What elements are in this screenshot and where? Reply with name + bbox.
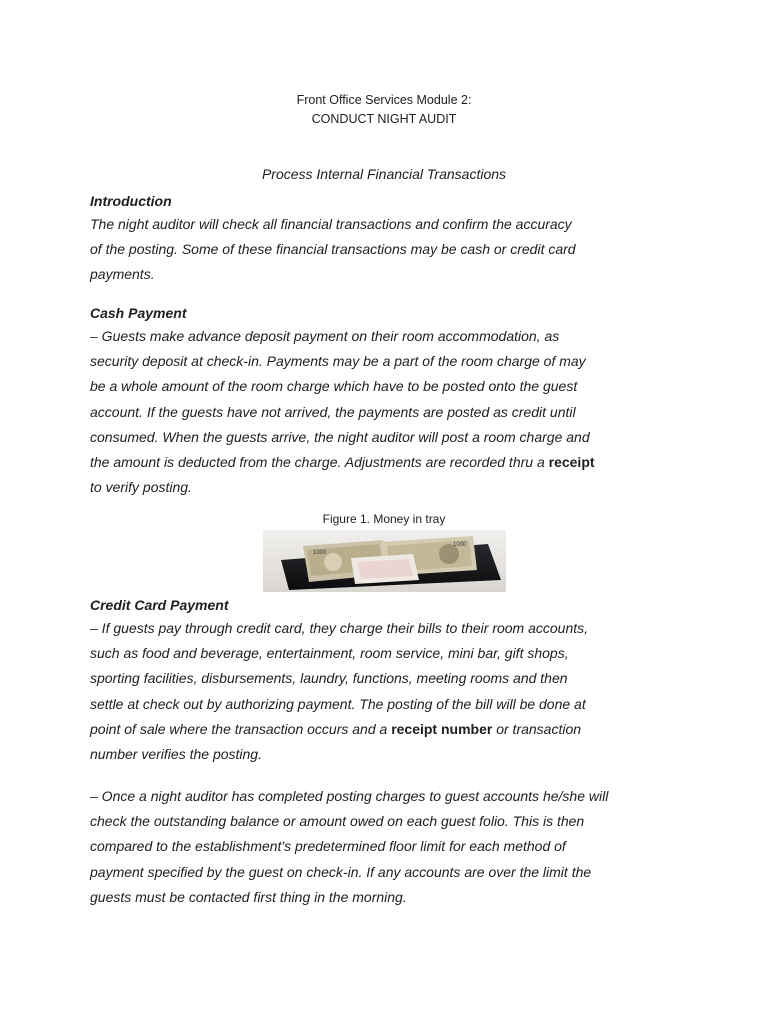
- text-line: to verify posting.: [90, 479, 192, 496]
- text-line: [90, 450, 690, 475]
- money-in-tray-image: [263, 530, 506, 592]
- text-line: [90, 717, 690, 742]
- introduction-heading: Introduction: [90, 193, 172, 209]
- text-line: payment specified by the guest on check-in. If any accounts are over the limit the: [90, 863, 592, 880]
- text-line: guests must be contacted first thing in the morning.: [90, 888, 407, 905]
- text-line: The night auditor will check all financial transactions and confirm the accuracy: [90, 216, 572, 232]
- receipt-term: receipt: [548, 453, 595, 470]
- text-line: number verifies the posting.: [90, 745, 262, 762]
- text-line: of the posting. Some of these financial transactions may be cash or credit card: [90, 241, 576, 258]
- text-line: check the outstanding balance or amount owed on each guest folio. This is then: [90, 813, 585, 830]
- text-line: settle at check out by authorizing payment. The posting of the bill will be done at: [90, 695, 586, 712]
- credit-card-payment-heading: Credit Card Payment: [90, 597, 229, 613]
- text-line: security deposit at check-in. Payments may be a part of the room charge of may: [90, 353, 586, 370]
- cash-payment-heading: Cash Payment: [90, 305, 187, 321]
- floor-limit-paragraph: [90, 784, 690, 910]
- text-run: the amount is deducted from the charge. Adjustments are recorded thru a: [90, 453, 549, 470]
- money-tray-illustration: [263, 530, 506, 592]
- credit-card-paragraph: [90, 616, 690, 767]
- module-subtitle: CONDUCT NIGHT AUDIT: [311, 112, 457, 126]
- cash-payment-section: [90, 302, 690, 500]
- text-run: point of sale where the transaction occurs and a: [90, 720, 392, 737]
- banknote-label-left: 1000: [313, 550, 327, 556]
- introduction-section: [90, 190, 690, 288]
- credit-card-payment-section: [90, 594, 690, 767]
- section-title: Process Internal Financial Transactions: [261, 166, 507, 182]
- text-line: – Once a night auditor has completed posting charges to guest accounts he/she will: [90, 788, 609, 804]
- banknote-label-right: 1000: [453, 542, 467, 548]
- text-line: compared to the establishment's predetermined floor limit for each method of: [90, 838, 566, 855]
- text-line: sporting facilities, disbursements, laundry, functions, meeting rooms and then: [90, 670, 568, 687]
- introduction-paragraph: [90, 212, 690, 288]
- text-line: such as food and beverage, entertainment, room service, mini bar, gift shops,: [90, 645, 569, 662]
- figure-caption: Figure 1. Money in tray: [322, 512, 446, 526]
- module-title: Front Office Services Module 2:: [296, 93, 472, 107]
- text-line: consumed. When the guests arrive, the night auditor will post a room charge and: [90, 428, 590, 445]
- text-line: – If guests pay through credit card, they charge their bills to their room accounts,: [90, 620, 589, 636]
- text-line: – Guests make advance deposit payment on their room accommodation, as: [90, 328, 560, 344]
- cash-payment-paragraph: [90, 324, 690, 500]
- text-line: be a whole amount of the room charge which have to be posted onto the guest: [90, 378, 578, 395]
- receipt-number-term: receipt number: [391, 720, 493, 737]
- text-line: account. If the guests have not arrived, the payments are posted as credit until: [90, 403, 576, 420]
- text-run: or transaction: [492, 720, 582, 737]
- floor-limit-section: [90, 784, 690, 910]
- text-line: payments.: [90, 266, 155, 283]
